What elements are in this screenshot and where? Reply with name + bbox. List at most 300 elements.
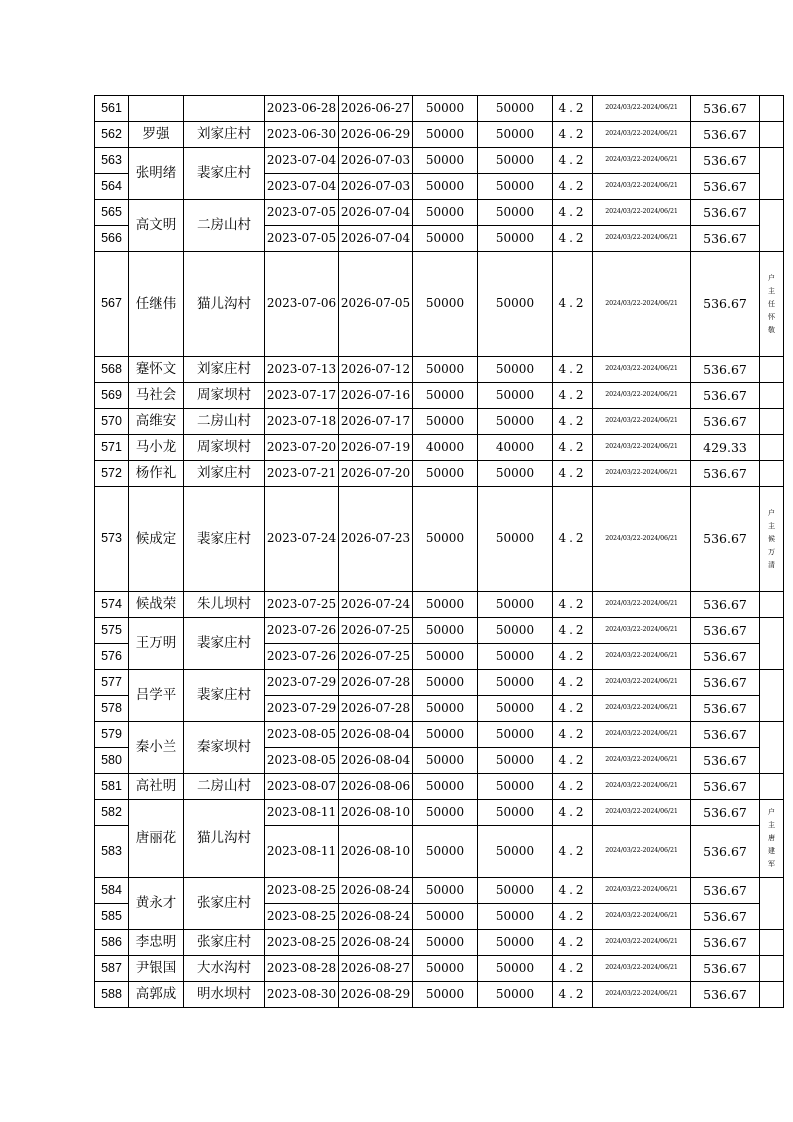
interest-rate: 4.2 xyxy=(553,461,593,487)
interest-period: 2024/03/22-2024/06/21 xyxy=(593,696,691,722)
loan-end-date: 2026-08-10 xyxy=(339,826,413,878)
interest-amount: 536.67 xyxy=(691,592,760,618)
interest-amount: 536.67 xyxy=(691,200,760,226)
loan-interest-table xyxy=(94,95,784,1008)
interest-rate: 4.2 xyxy=(553,618,593,644)
loan-end-date: 2026-07-03 xyxy=(339,148,413,174)
interest-rate: 4.2 xyxy=(553,174,593,200)
interest-period: 2024/03/22-2024/06/21 xyxy=(593,878,691,904)
remark-cell xyxy=(760,435,784,461)
loan-balance: 50000 xyxy=(478,878,553,904)
loan-end-date: 2026-08-04 xyxy=(339,722,413,748)
loan-start-date: 2023-07-05 xyxy=(265,200,339,226)
interest-amount: 536.67 xyxy=(691,904,760,930)
interest-amount: 536.67 xyxy=(691,644,760,670)
loan-start-date: 2023-07-21 xyxy=(265,461,339,487)
loan-start-date: 2023-07-04 xyxy=(265,148,339,174)
loan-start-date: 2023-07-26 xyxy=(265,644,339,670)
interest-rate: 4.2 xyxy=(553,696,593,722)
village-name xyxy=(184,96,265,122)
loan-balance: 50000 xyxy=(478,956,553,982)
village-name: 周家坝村 xyxy=(184,435,265,461)
loan-start-date: 2023-08-25 xyxy=(265,930,339,956)
loan-amount: 50000 xyxy=(413,774,478,800)
loan-end-date: 2026-07-03 xyxy=(339,174,413,200)
loan-start-date: 2023-08-07 xyxy=(265,774,339,800)
borrower-name: 吕学平 xyxy=(129,670,184,722)
loan-end-date: 2026-07-25 xyxy=(339,618,413,644)
interest-rate: 4.2 xyxy=(553,982,593,1008)
remark-cell xyxy=(760,357,784,383)
interest-amount: 536.67 xyxy=(691,930,760,956)
loan-amount: 50000 xyxy=(413,357,478,383)
row-number: 587 xyxy=(95,956,129,982)
interest-amount: 536.67 xyxy=(691,226,760,252)
row-number: 563 xyxy=(95,148,129,174)
village-name: 刘家庄村 xyxy=(184,122,265,148)
remark-cell xyxy=(760,383,784,409)
row-number: 586 xyxy=(95,930,129,956)
table-row xyxy=(95,956,784,982)
table-row xyxy=(95,618,784,644)
loan-start-date: 2023-08-05 xyxy=(265,748,339,774)
interest-rate: 4.2 xyxy=(553,722,593,748)
row-number: 581 xyxy=(95,774,129,800)
table-row xyxy=(95,357,784,383)
loan-end-date: 2026-08-06 xyxy=(339,774,413,800)
interest-rate: 4.2 xyxy=(553,383,593,409)
remark-cell xyxy=(760,592,784,618)
loan-end-date: 2026-07-28 xyxy=(339,670,413,696)
village-name: 张家庄村 xyxy=(184,878,265,930)
remark-cell xyxy=(760,200,784,252)
interest-amount: 536.67 xyxy=(691,722,760,748)
interest-amount: 536.67 xyxy=(691,618,760,644)
interest-rate: 4.2 xyxy=(553,930,593,956)
interest-period: 2024/03/22-2024/06/21 xyxy=(593,800,691,826)
interest-amount: 536.67 xyxy=(691,252,760,357)
loan-amount: 50000 xyxy=(413,174,478,200)
row-number: 583 xyxy=(95,826,129,878)
row-number: 584 xyxy=(95,878,129,904)
row-number: 564 xyxy=(95,174,129,200)
loan-amount: 40000 xyxy=(413,435,478,461)
interest-period: 2024/03/22-2024/06/21 xyxy=(593,148,691,174)
interest-amount: 536.67 xyxy=(691,96,760,122)
borrower-name xyxy=(129,96,184,122)
row-number: 566 xyxy=(95,226,129,252)
interest-period: 2024/03/22-2024/06/21 xyxy=(593,357,691,383)
borrower-name: 马社会 xyxy=(129,383,184,409)
table-row xyxy=(95,930,784,956)
village-name: 猫儿沟村 xyxy=(184,800,265,878)
loan-balance: 50000 xyxy=(478,409,553,435)
loan-amount: 50000 xyxy=(413,487,478,592)
interest-amount: 536.67 xyxy=(691,696,760,722)
loan-end-date: 2026-07-04 xyxy=(339,200,413,226)
row-number: 561 xyxy=(95,96,129,122)
loan-amount: 50000 xyxy=(413,722,478,748)
interest-amount: 536.67 xyxy=(691,748,760,774)
loan-amount: 50000 xyxy=(413,148,478,174)
village-name: 大水沟村 xyxy=(184,956,265,982)
remark-cell xyxy=(760,956,784,982)
borrower-name: 王万明 xyxy=(129,618,184,670)
interest-period: 2024/03/22-2024/06/21 xyxy=(593,774,691,800)
row-number: 580 xyxy=(95,748,129,774)
loan-amount: 50000 xyxy=(413,956,478,982)
loan-start-date: 2023-08-30 xyxy=(265,982,339,1008)
interest-rate: 4.2 xyxy=(553,200,593,226)
loan-balance: 50000 xyxy=(478,904,553,930)
loan-end-date: 2026-07-28 xyxy=(339,696,413,722)
loan-end-date: 2026-07-12 xyxy=(339,357,413,383)
loan-start-date: 2023-07-06 xyxy=(265,252,339,357)
loan-start-date: 2023-07-17 xyxy=(265,383,339,409)
interest-period: 2024/03/22-2024/06/21 xyxy=(593,592,691,618)
remark-cell xyxy=(760,409,784,435)
row-number: 576 xyxy=(95,644,129,670)
loan-balance: 50000 xyxy=(478,800,553,826)
loan-balance: 50000 xyxy=(478,982,553,1008)
village-name: 张家庄村 xyxy=(184,930,265,956)
interest-amount: 536.67 xyxy=(691,956,760,982)
loan-balance: 50000 xyxy=(478,670,553,696)
row-number: 567 xyxy=(95,252,129,357)
interest-amount: 536.67 xyxy=(691,174,760,200)
row-number: 577 xyxy=(95,670,129,696)
table-row xyxy=(95,774,784,800)
village-name: 二房山村 xyxy=(184,409,265,435)
row-number: 570 xyxy=(95,409,129,435)
loan-amount: 50000 xyxy=(413,748,478,774)
loan-amount: 50000 xyxy=(413,409,478,435)
interest-amount: 536.67 xyxy=(691,826,760,878)
row-number: 572 xyxy=(95,461,129,487)
borrower-name: 罗强 xyxy=(129,122,184,148)
remark-cell xyxy=(760,461,784,487)
interest-rate: 4.2 xyxy=(553,435,593,461)
remark-cell: 户 主 候 万 清 xyxy=(760,487,784,592)
interest-rate: 4.2 xyxy=(553,409,593,435)
loan-start-date: 2023-07-29 xyxy=(265,670,339,696)
borrower-name: 尹银国 xyxy=(129,956,184,982)
village-name: 裴家庄村 xyxy=(184,487,265,592)
interest-period: 2024/03/22-2024/06/21 xyxy=(593,96,691,122)
loan-balance: 50000 xyxy=(478,174,553,200)
village-name: 裴家庄村 xyxy=(184,618,265,670)
loan-amount: 50000 xyxy=(413,618,478,644)
interest-rate: 4.2 xyxy=(553,226,593,252)
loan-end-date: 2026-07-20 xyxy=(339,461,413,487)
table-row xyxy=(95,122,784,148)
loan-balance: 50000 xyxy=(478,200,553,226)
loan-start-date: 2023-08-11 xyxy=(265,800,339,826)
interest-period: 2024/03/22-2024/06/21 xyxy=(593,618,691,644)
loan-balance: 40000 xyxy=(478,435,553,461)
borrower-name: 任继伟 xyxy=(129,252,184,357)
interest-period: 2024/03/22-2024/06/21 xyxy=(593,435,691,461)
loan-start-date: 2023-07-04 xyxy=(265,174,339,200)
interest-amount: 536.67 xyxy=(691,982,760,1008)
borrower-name: 李忠明 xyxy=(129,930,184,956)
loan-end-date: 2026-07-04 xyxy=(339,226,413,252)
loan-start-date: 2023-07-18 xyxy=(265,409,339,435)
loan-amount: 50000 xyxy=(413,96,478,122)
borrower-name: 高维安 xyxy=(129,409,184,435)
interest-period: 2024/03/22-2024/06/21 xyxy=(593,487,691,592)
loan-balance: 50000 xyxy=(478,774,553,800)
interest-period: 2024/03/22-2024/06/21 xyxy=(593,252,691,357)
row-number: 571 xyxy=(95,435,129,461)
interest-rate: 4.2 xyxy=(553,774,593,800)
interest-rate: 4.2 xyxy=(553,122,593,148)
interest-rate: 4.2 xyxy=(553,748,593,774)
row-number: 565 xyxy=(95,200,129,226)
remark-cell: 户 主 任 怀 敬 xyxy=(760,252,784,357)
interest-rate: 4.2 xyxy=(553,800,593,826)
interest-amount: 536.67 xyxy=(691,461,760,487)
loan-balance: 50000 xyxy=(478,357,553,383)
interest-rate: 4.2 xyxy=(553,826,593,878)
remark-cell xyxy=(760,670,784,722)
village-name: 朱儿坝村 xyxy=(184,592,265,618)
table-row xyxy=(95,461,784,487)
loan-start-date: 2023-07-25 xyxy=(265,592,339,618)
row-number: 585 xyxy=(95,904,129,930)
remark-cell xyxy=(760,96,784,122)
loan-amount: 50000 xyxy=(413,670,478,696)
village-name: 刘家庄村 xyxy=(184,461,265,487)
interest-rate: 4.2 xyxy=(553,878,593,904)
loan-amount: 50000 xyxy=(413,252,478,357)
loan-end-date: 2026-07-23 xyxy=(339,487,413,592)
borrower-name: 张明绪 xyxy=(129,148,184,200)
loan-amount: 50000 xyxy=(413,826,478,878)
village-name: 裴家庄村 xyxy=(184,670,265,722)
interest-period: 2024/03/22-2024/06/21 xyxy=(593,956,691,982)
village-name: 刘家庄村 xyxy=(184,357,265,383)
row-number: 588 xyxy=(95,982,129,1008)
borrower-name: 候战荣 xyxy=(129,592,184,618)
village-name: 猫儿沟村 xyxy=(184,252,265,357)
loan-balance: 50000 xyxy=(478,722,553,748)
interest-rate: 4.2 xyxy=(553,252,593,357)
loan-amount: 50000 xyxy=(413,904,478,930)
remark-cell xyxy=(760,722,784,774)
interest-period: 2024/03/22-2024/06/21 xyxy=(593,200,691,226)
loan-end-date: 2026-08-24 xyxy=(339,878,413,904)
interest-period: 2024/03/22-2024/06/21 xyxy=(593,644,691,670)
loan-balance: 50000 xyxy=(478,148,553,174)
interest-amount: 429.33 xyxy=(691,435,760,461)
loan-amount: 50000 xyxy=(413,122,478,148)
loan-end-date: 2026-06-29 xyxy=(339,122,413,148)
interest-amount: 536.67 xyxy=(691,800,760,826)
interest-period: 2024/03/22-2024/06/21 xyxy=(593,904,691,930)
loan-balance: 50000 xyxy=(478,383,553,409)
loan-start-date: 2023-07-24 xyxy=(265,487,339,592)
loan-amount: 50000 xyxy=(413,226,478,252)
interest-rate: 4.2 xyxy=(553,592,593,618)
borrower-name: 唐丽花 xyxy=(129,800,184,878)
interest-period: 2024/03/22-2024/06/21 xyxy=(593,409,691,435)
interest-amount: 536.67 xyxy=(691,148,760,174)
loan-start-date: 2023-08-05 xyxy=(265,722,339,748)
borrower-name: 高社明 xyxy=(129,774,184,800)
loan-amount: 50000 xyxy=(413,878,478,904)
loan-balance: 50000 xyxy=(478,226,553,252)
loan-end-date: 2026-07-05 xyxy=(339,252,413,357)
loan-balance: 50000 xyxy=(478,644,553,670)
table-row xyxy=(95,200,784,226)
village-name: 周家坝村 xyxy=(184,383,265,409)
loan-amount: 50000 xyxy=(413,461,478,487)
interest-amount: 536.67 xyxy=(691,878,760,904)
table-row xyxy=(95,592,784,618)
loan-start-date: 2023-07-29 xyxy=(265,696,339,722)
loan-end-date: 2026-08-27 xyxy=(339,956,413,982)
row-number: 575 xyxy=(95,618,129,644)
loan-end-date: 2026-08-29 xyxy=(339,982,413,1008)
loan-start-date: 2023-06-30 xyxy=(265,122,339,148)
interest-rate: 4.2 xyxy=(553,956,593,982)
table-body xyxy=(95,96,784,1008)
loan-end-date: 2026-07-25 xyxy=(339,644,413,670)
remark-cell xyxy=(760,930,784,956)
borrower-name: 秦小兰 xyxy=(129,722,184,774)
loan-end-date: 2026-08-24 xyxy=(339,904,413,930)
village-name: 二房山村 xyxy=(184,200,265,252)
row-number: 582 xyxy=(95,800,129,826)
interest-amount: 536.67 xyxy=(691,383,760,409)
table-row xyxy=(95,487,784,592)
remark-cell xyxy=(760,774,784,800)
loan-start-date: 2023-08-11 xyxy=(265,826,339,878)
borrower-name: 高郭成 xyxy=(129,982,184,1008)
loan-balance: 50000 xyxy=(478,618,553,644)
table-row xyxy=(95,252,784,357)
table-row xyxy=(95,800,784,826)
table-row xyxy=(95,409,784,435)
interest-amount: 536.67 xyxy=(691,357,760,383)
row-number: 574 xyxy=(95,592,129,618)
loan-amount: 50000 xyxy=(413,383,478,409)
loan-balance: 50000 xyxy=(478,487,553,592)
interest-amount: 536.67 xyxy=(691,670,760,696)
loan-amount: 50000 xyxy=(413,800,478,826)
loan-start-date: 2023-07-20 xyxy=(265,435,339,461)
remark-cell xyxy=(760,878,784,930)
row-number: 568 xyxy=(95,357,129,383)
borrower-name: 候成定 xyxy=(129,487,184,592)
interest-period: 2024/03/22-2024/06/21 xyxy=(593,982,691,1008)
remark-cell xyxy=(760,982,784,1008)
borrower-name: 蹇怀文 xyxy=(129,357,184,383)
loan-end-date: 2026-07-19 xyxy=(339,435,413,461)
loan-balance: 50000 xyxy=(478,252,553,357)
table-row xyxy=(95,982,784,1008)
interest-rate: 4.2 xyxy=(553,670,593,696)
interest-period: 2024/03/22-2024/06/21 xyxy=(593,383,691,409)
interest-amount: 536.67 xyxy=(691,122,760,148)
loan-start-date: 2023-08-25 xyxy=(265,878,339,904)
table-row xyxy=(95,878,784,904)
interest-rate: 4.2 xyxy=(553,357,593,383)
row-number: 562 xyxy=(95,122,129,148)
interest-period: 2024/03/22-2024/06/21 xyxy=(593,826,691,878)
interest-period: 2024/03/22-2024/06/21 xyxy=(593,930,691,956)
interest-period: 2024/03/22-2024/06/21 xyxy=(593,670,691,696)
remark-cell: 户 主 唐 建 军 xyxy=(760,800,784,878)
borrower-name: 高文明 xyxy=(129,200,184,252)
loan-start-date: 2023-08-25 xyxy=(265,904,339,930)
village-name: 秦家坝村 xyxy=(184,722,265,774)
loan-start-date: 2023-07-13 xyxy=(265,357,339,383)
row-number: 573 xyxy=(95,487,129,592)
table-row xyxy=(95,96,784,122)
interest-period: 2024/03/22-2024/06/21 xyxy=(593,748,691,774)
row-number: 578 xyxy=(95,696,129,722)
village-name: 裴家庄村 xyxy=(184,148,265,200)
remark-cell xyxy=(760,148,784,200)
loan-end-date: 2026-08-24 xyxy=(339,930,413,956)
loan-end-date: 2026-06-27 xyxy=(339,96,413,122)
interest-period: 2024/03/22-2024/06/21 xyxy=(593,174,691,200)
loan-amount: 50000 xyxy=(413,982,478,1008)
loan-amount: 50000 xyxy=(413,696,478,722)
row-number: 569 xyxy=(95,383,129,409)
borrower-name: 黄永才 xyxy=(129,878,184,930)
row-number: 579 xyxy=(95,722,129,748)
loan-balance: 50000 xyxy=(478,826,553,878)
borrower-name: 杨作礼 xyxy=(129,461,184,487)
loan-end-date: 2026-08-04 xyxy=(339,748,413,774)
interest-amount: 536.67 xyxy=(691,409,760,435)
table-row xyxy=(95,148,784,174)
loan-balance: 50000 xyxy=(478,696,553,722)
loan-balance: 50000 xyxy=(478,96,553,122)
borrower-name: 马小龙 xyxy=(129,435,184,461)
interest-rate: 4.2 xyxy=(553,904,593,930)
loan-start-date: 2023-07-26 xyxy=(265,618,339,644)
table-row xyxy=(95,670,784,696)
interest-amount: 536.67 xyxy=(691,487,760,592)
interest-rate: 4.2 xyxy=(553,96,593,122)
loan-balance: 50000 xyxy=(478,122,553,148)
loan-end-date: 2026-07-24 xyxy=(339,592,413,618)
loan-balance: 50000 xyxy=(478,930,553,956)
loan-amount: 50000 xyxy=(413,644,478,670)
loan-end-date: 2026-07-17 xyxy=(339,409,413,435)
loan-start-date: 2023-06-28 xyxy=(265,96,339,122)
interest-period: 2024/03/22-2024/06/21 xyxy=(593,461,691,487)
table-row xyxy=(95,435,784,461)
loan-balance: 50000 xyxy=(478,592,553,618)
interest-rate: 4.2 xyxy=(553,148,593,174)
interest-period: 2024/03/22-2024/06/21 xyxy=(593,226,691,252)
village-name: 二房山村 xyxy=(184,774,265,800)
loan-balance: 50000 xyxy=(478,461,553,487)
loan-start-date: 2023-08-28 xyxy=(265,956,339,982)
loan-start-date: 2023-07-05 xyxy=(265,226,339,252)
interest-amount: 536.67 xyxy=(691,774,760,800)
remark-cell xyxy=(760,122,784,148)
interest-period: 2024/03/22-2024/06/21 xyxy=(593,722,691,748)
interest-period: 2024/03/22-2024/06/21 xyxy=(593,122,691,148)
village-name: 明水坝村 xyxy=(184,982,265,1008)
interest-rate: 4.2 xyxy=(553,644,593,670)
